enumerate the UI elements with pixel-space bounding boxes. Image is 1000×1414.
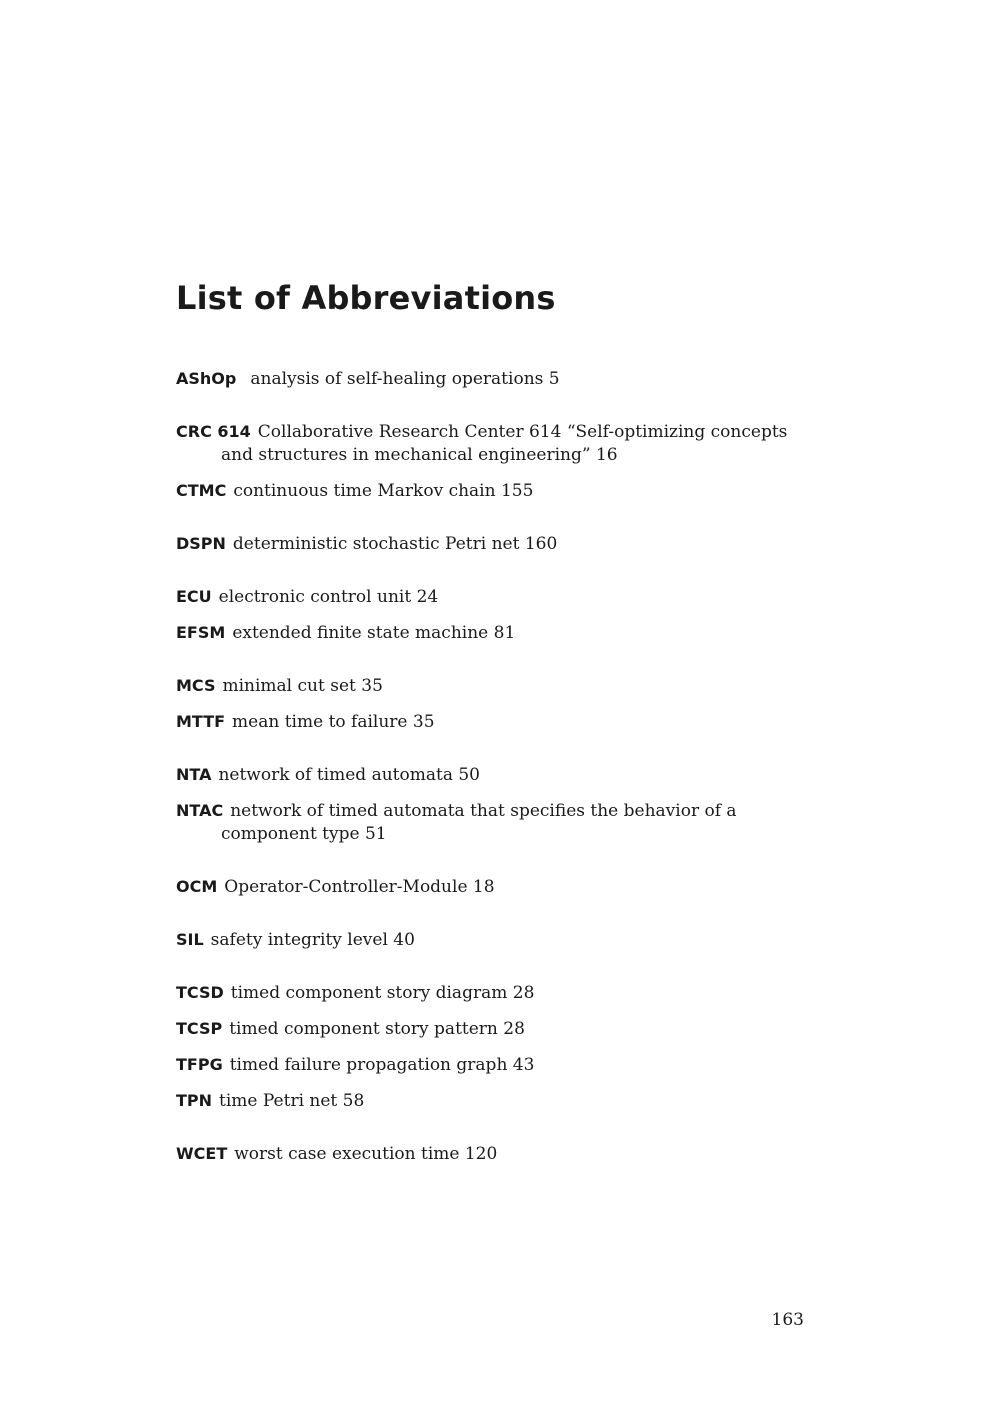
page-reference: 120	[464, 1144, 498, 1164]
list-item	[176, 763, 820, 787]
page-reference: 35	[361, 676, 383, 696]
definition: minimal cut set	[222, 676, 356, 696]
page-reference: 18	[472, 877, 495, 897]
definition: timed component story diagram	[230, 983, 508, 1003]
list-item	[176, 585, 820, 609]
definition: time Petri net	[219, 1091, 338, 1111]
list-item	[176, 1053, 820, 1077]
definition: Collaborative Research Center 614 “Self-optimizing concepts and structures in mechanical engineering”	[221, 422, 788, 465]
page-reference: 28	[512, 983, 535, 1003]
definition: safety integrity level	[210, 930, 388, 950]
abbreviation: EFSM	[176, 623, 226, 642]
abbreviation: TFPG	[176, 1055, 223, 1074]
page-reference: 160	[524, 534, 558, 554]
definition: mean time to failure	[232, 712, 408, 732]
abbreviation: CRC 614	[176, 422, 251, 441]
list-item	[176, 981, 820, 1005]
abbreviation: ECU	[176, 587, 212, 606]
definition: worst case execution time	[234, 1144, 460, 1164]
page-reference: 50	[458, 765, 480, 785]
page-reference: 40	[393, 930, 415, 950]
list-item	[176, 479, 820, 503]
list-item	[176, 875, 820, 899]
list-item	[176, 532, 820, 556]
abbreviation: MCS	[176, 676, 216, 695]
definition: timed component story pattern	[229, 1019, 498, 1039]
page-reference: 5	[548, 369, 560, 389]
page-title: List of Abbreviations	[176, 279, 556, 317]
list-item	[176, 1089, 820, 1113]
abbreviation: DSPN	[176, 534, 226, 553]
definition: continuous time Markov chain	[233, 481, 496, 501]
abbreviation: TCSD	[176, 983, 224, 1002]
abbreviation: AShOp	[176, 369, 237, 388]
abbreviation: TPN	[176, 1091, 213, 1110]
definition: extended finite state machine	[232, 623, 489, 643]
list-item	[176, 367, 820, 391]
page-reference: 58	[342, 1091, 365, 1111]
abbreviation: NTA	[176, 765, 212, 784]
abbreviation: MTTF	[176, 712, 226, 731]
definition: network of timed automata that specifies the behavior of a component type	[221, 801, 737, 844]
abbreviation: CTMC	[176, 481, 227, 500]
list-item	[176, 420, 820, 467]
page-reference: 28	[503, 1019, 525, 1039]
abbreviation: WCET	[176, 1144, 228, 1163]
abbreviation: TCSP	[176, 1019, 223, 1038]
list-item	[176, 1017, 820, 1041]
definition: electronic control unit	[218, 587, 412, 607]
page-reference: 155	[500, 481, 534, 501]
definition: Operator-Controller-Module	[224, 877, 468, 897]
definition: network of timed automata	[218, 765, 453, 785]
definition: analysis of self-healing operations	[250, 369, 544, 389]
list-item	[176, 1142, 820, 1166]
page-reference: 24	[416, 587, 439, 607]
list-item	[176, 621, 820, 645]
page-reference: 51	[364, 824, 387, 844]
page-reference: 35	[412, 712, 435, 732]
page-reference: 81	[493, 623, 516, 643]
abbreviation: OCM	[176, 877, 218, 896]
page-number: 163	[771, 1310, 804, 1330]
list-item	[176, 799, 820, 846]
list-item	[176, 710, 820, 734]
list-item	[176, 928, 820, 952]
page-reference: 16	[595, 445, 618, 465]
abbreviation: NTAC	[176, 801, 224, 820]
definition: deterministic stochastic Petri net	[232, 534, 520, 554]
definition: timed failure propagation graph	[229, 1055, 508, 1075]
page-reference: 43	[512, 1055, 535, 1075]
list-item	[176, 674, 820, 698]
abbreviation: SIL	[176, 930, 204, 949]
